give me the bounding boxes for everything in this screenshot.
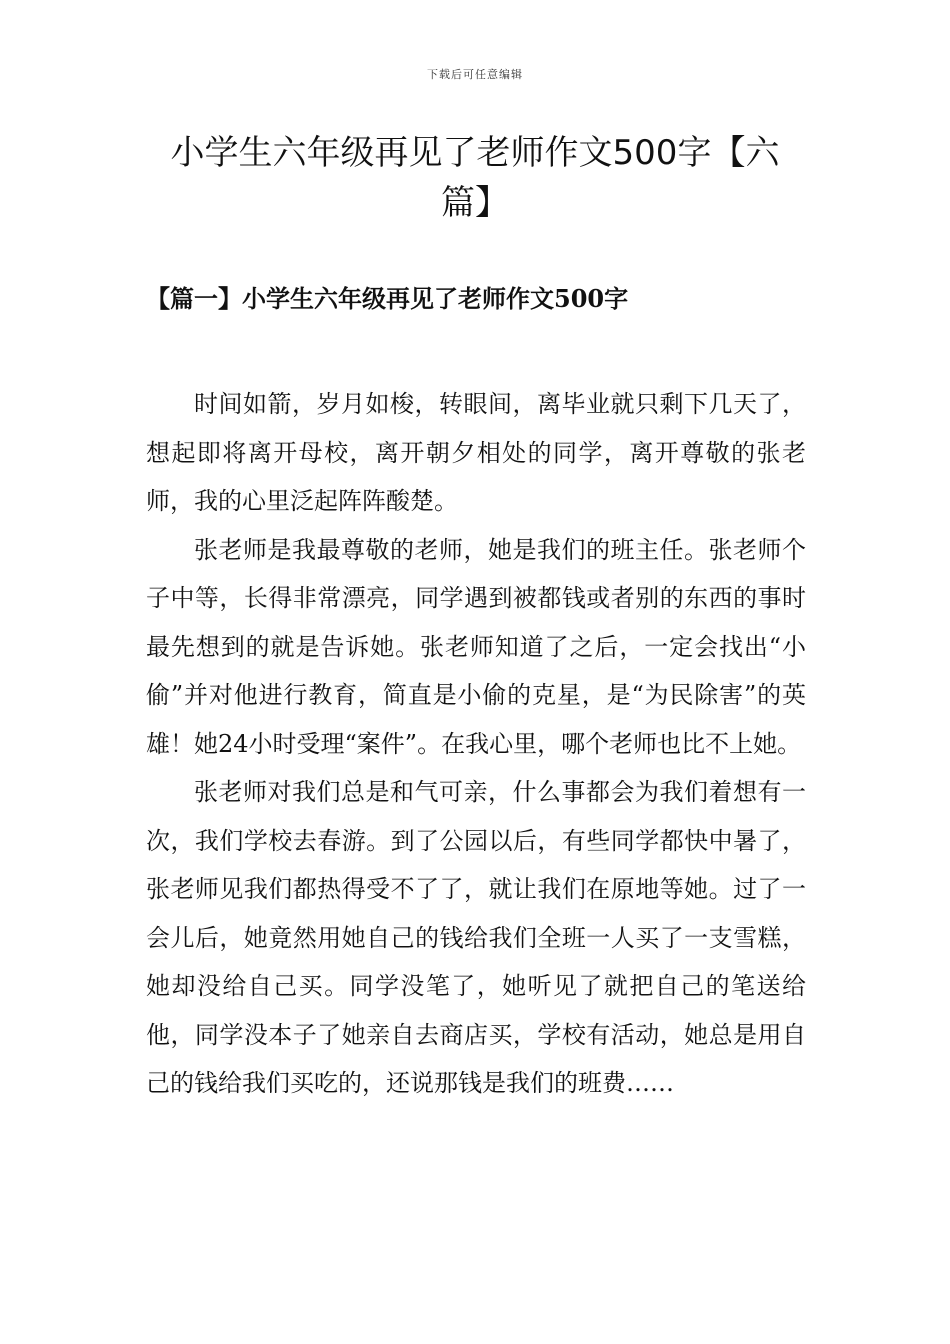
paragraph: 时间如箭，岁月如梭，转眼间，离毕业就只剩下几天了，想起即将离开母校，离开朝夕相处的同学，离开尊敬的张老师，我的心里泛起阵阵酸楚。 — [146, 390, 806, 515]
document-body — [146, 380, 806, 1108]
paragraph: 张老师是我最尊敬的老师，她是我们的班主任。张老师个子中等，长得非常漂亮，同学遇到被都钱或者别的东西的事时最先想到的就是告诉她。张老师知道了之后，一定会找出“小偷”并对他进行教育，简直是小偷的克星，是“为民除害”的英雄！她24小时受理“案件”。在我心里，哪个老师也比不上她。 — [146, 535, 806, 758]
section-heading: 【篇一】小学生六年级再见了老师作文500字 — [146, 284, 629, 313]
paragraph: 张老师对我们总是和气可亲，什么事都会为我们着想有一次，我们学校去春游。到了公园以后，有些同学都快中暑了，张老师见我们都热得受不了了，就让我们在原地等她。过了一会儿后，她竟然用她自己的钱给我们全班一人买了一支雪糕，她却没给自己买。同学没笔了，她听见了就把自己的笔送给他，同学没本子了她亲自去商店买，学校有活动，她总是用自己的钱给我们买吃的，还说那钱是我们的班费…… — [146, 778, 806, 1097]
header-note: 下载后可任意编辑 — [427, 68, 523, 81]
document-title: 小学生六年级再见了老师作文500字【六篇】 — [170, 133, 780, 223]
